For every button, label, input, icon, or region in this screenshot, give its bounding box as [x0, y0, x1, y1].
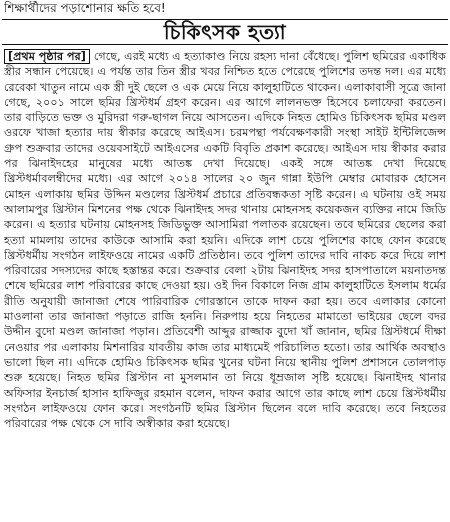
headline-box — [2, 19, 448, 45]
previous-article-tail: শিক্ষার্থীদের পড়াশোনার ক্ষতি হবে! — [4, 1, 166, 15]
article-text: গেছে, এরই মধ্যে এ হত্যাকাণ্ড নিয়ে রহস্য দানা বেঁধেছে। পুলিশ ছমিরের একাধিক স্ত্রীর সন্ধান পেয়েছে। এ পর্যন্ত তার তিন স্ত্রীর খবর নিশ্চিত হতে পেরেছে পুলিশের তদন্ত দল। এর মধ্যে রেবেকা খাতুন নামে এক স্ত্রী দুই ছেলে ও এক মেয়ে নিয়ে কালুহাটিতে থাকেন। এলাকাবাসী সূত্রে জানা গেছে, ২০০১ সালে ছমির খ্রিস্টধর্ম গ্রহণ করেন। এর আগে লালনভক্ত হিসেবে চলাফেরা করতেন। তার বাড়িতে ভক্ত ও মুরিদরা গরু-ছাগল নিয়ে আসতেন। এদিকে নিহত হোমিও চিকিৎসক ছমির মণ্ডল ওরফে খাজা হত্যার দায় স্বীকার করেছে আইএস। চরমপন্থা পর্যবেক্ষণকারী সংস্থা সাইট ইন্টিলিজেন্স গ্রুপ শুক্রবার তাদের ওয়েবসাইটে আইএসের একটি বিবৃতি প্রকাশ করেছে। আইএস দায় স্বীকার করার পর ঝিনাইদহের মানুষের মধ্যে আতঙ্ক দেখা দিয়েছে। একই সঙ্গে আতঙ্ক দেখা দিয়েছে খ্রিস্টধর্মাবলম্বীদের মধ্যে। এর আগে ২০১৪ সালের ২০ জুন গান্না ইউপি মেম্বার মোবারক হোসেন মোহন এলাকায় ছমির উদ্দিন মণ্ডলের খ্রিস্টধর্ম প্রচারে প্রতিবন্ধকতা সৃষ্টি করেন। এ ঘটনায় ওই সময় আলামপুর খ্রিস্টান মিশনের পক্ষ থেকে ঝিনাইদহ সদর থানায় মোহনসহ কয়েকজন ব্যক্তির নামে জিডি করেন। এ হত্যার ঘটনায় মোহনসহ জিডিভুক্ত আসামিরা পলাতক রয়েছেন। তবে ছমিরের ছেলের করা হত্যা মামলায় তাদের কাউকে আসামি করা হয়নি। এদিকে লাশ চেয়ে পুলিশের কাছে ফোন করেছে খ্রিস্টধর্মীয় সংগঠন লাইফওয়ে নামের একটি প্রতিষ্ঠান। তবে পুলিশ তাদের দাবি নাকচ করে দিয়ে লাশ পরিবারের সদস্যদের কাছে হস্তান্তর করে। শুক্রবার বেলা ২টায় ঝিনাইদহ সদর হাসপাতালে ময়নাতদন্ত শেষে ছমিরের লাশ পরিবারের কাছে দেওয়া হয়। ওই দিন বিকালে নিজ গ্রাম কালুহাটিতে ইসলাম ধর্মের রীতি অনুযায়ী জানাজা শেষে পারিবারিক গোরস্তানে তাকে দাফন করা হয়। তবে এলাকার কোনো মাওলানা তার জানাজা পড়াতে রাজি হননি। নিরুপায় হয়ে নিহতের মামাতো ভাইয়ের ছেলে বদর উদ্দীন বুদো মণ্ডল জানাজা পড়ান। প্রতিবেশী আব্দুর রাজ্জাক বুদো খাঁ জানান, ছমির খ্রিস্টধর্মে দীক্ষা নেওয়ার পর এলাকায় মিশনারির যাবতীয় কাজ তার মাধ্যমেই পরিচালিত হতো। তার আর্থিক অবস্থাও ভালো ছিল না। এদিকে হোমিও চিকিৎসক ছমির খুনের ঘটনা নিয়ে স্থানীয় পুলিশ প্রশাসনে তোলপাড় শুরু হয়েছে। নিহত ছমির খ্রিস্টান না মুসলমান তা নিয়ে ধূম্রজাল সৃষ্টি হয়েছে। ঝিনাইদহ থানার অফিসার ইনচার্জ হাসান হাফিজুর রহমান বলেন, দাফন করার আগে তার কাছে লাশ চেয়ে খ্রিস্টধর্মীয় সংগঠন লাইফওয়ে ফোন করে। সংগঠনটি ছমির খ্রিস্টান ছিলেন বলে দাবি করেছে। তবে নিহতের পরিবারের পক্ষ থেকে সে দাবি অস্বীকার করা হয়েছে। — [4, 50, 446, 431]
headline: চিকিৎসক হত্যা — [163, 20, 287, 44]
article-paragraph — [4, 49, 446, 431]
continuation-label: [প্রথম পৃষ্ঠার পর] — [4, 49, 90, 64]
article-body — [4, 49, 446, 519]
